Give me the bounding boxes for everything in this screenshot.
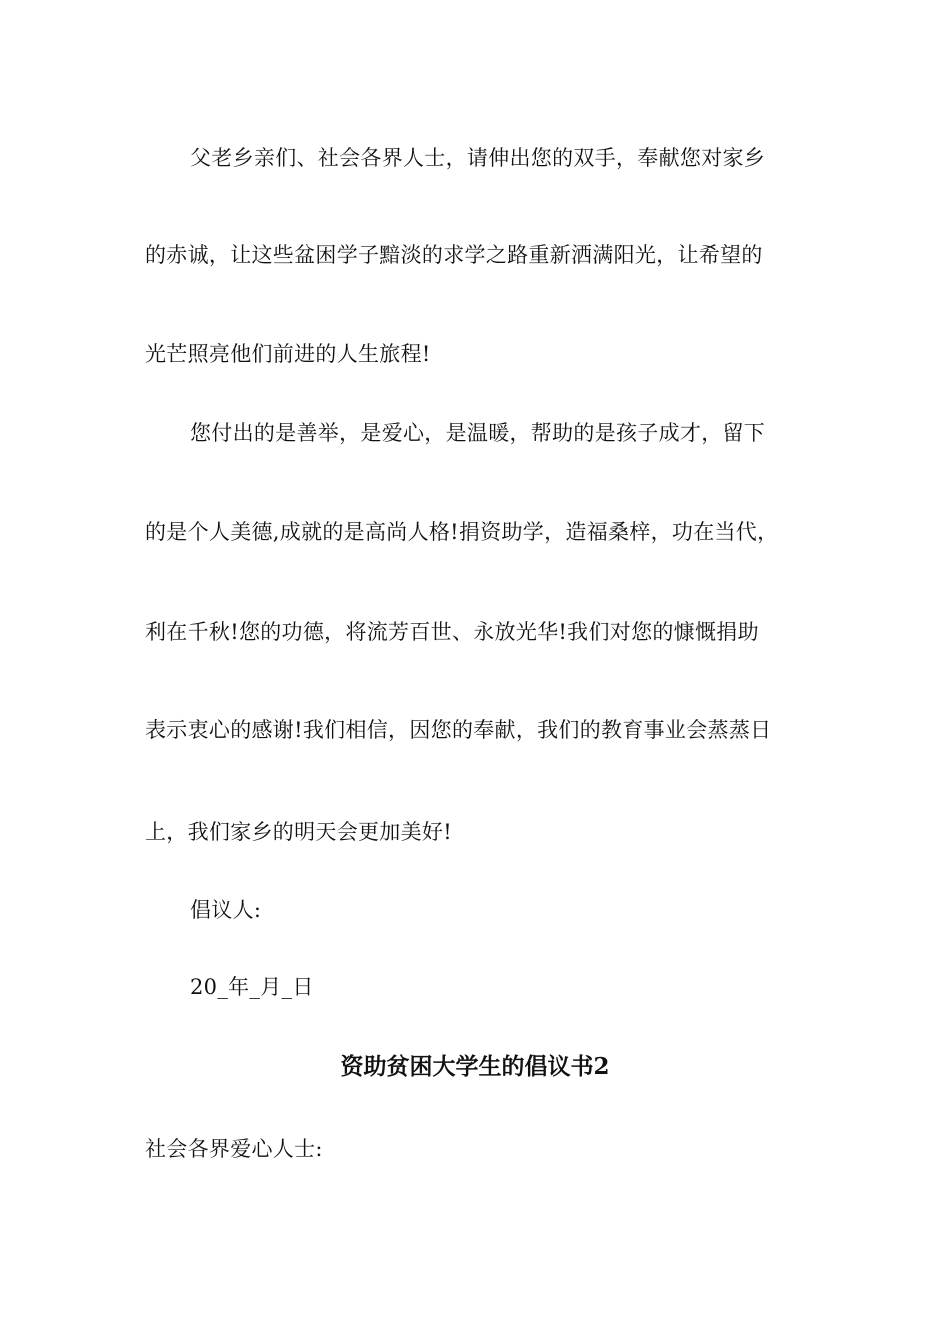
paragraph2-line-1: 您付出的是善举，是爱心，是温暖，帮助的是孩子成才，留下	[190, 421, 766, 445]
paragraph2-line-4: 表示衷心的感谢!我们相信，因您的奉献，我们的教育事业会蒸蒸日	[145, 718, 772, 742]
paragraph2-line-3: 利在千秋!您的功德，将流芳百世、永放光华!我们对您的慷慨捐助	[145, 620, 759, 644]
section-title: 资助贫困大学生的倡议书2	[340, 1053, 610, 1080]
paragraph1-line-3: 光芒照亮他们前进的人生旅程!	[145, 342, 431, 366]
paragraph2-line-5: 上，我们家乡的明天会更加美好!	[145, 820, 452, 844]
salutation: 社会各界爱心人士:	[145, 1137, 323, 1161]
paragraph1-line-2: 的赤诚，让这些盆困学子黯淡的求学之路重新洒满阳光，让希望的	[145, 243, 763, 267]
signature-label: 倡议人:	[190, 898, 262, 922]
date-line: 20_年_月_日	[190, 975, 314, 999]
paragraph2-line-2: 的是个人美德,成就的是高尚人格!捐资助学，造福桑梓，功在当代，	[145, 520, 779, 544]
paragraph1-line-1: 父老乡亲们、社会各界人士，请伸出您的双手，奉献您对家乡	[190, 146, 766, 170]
